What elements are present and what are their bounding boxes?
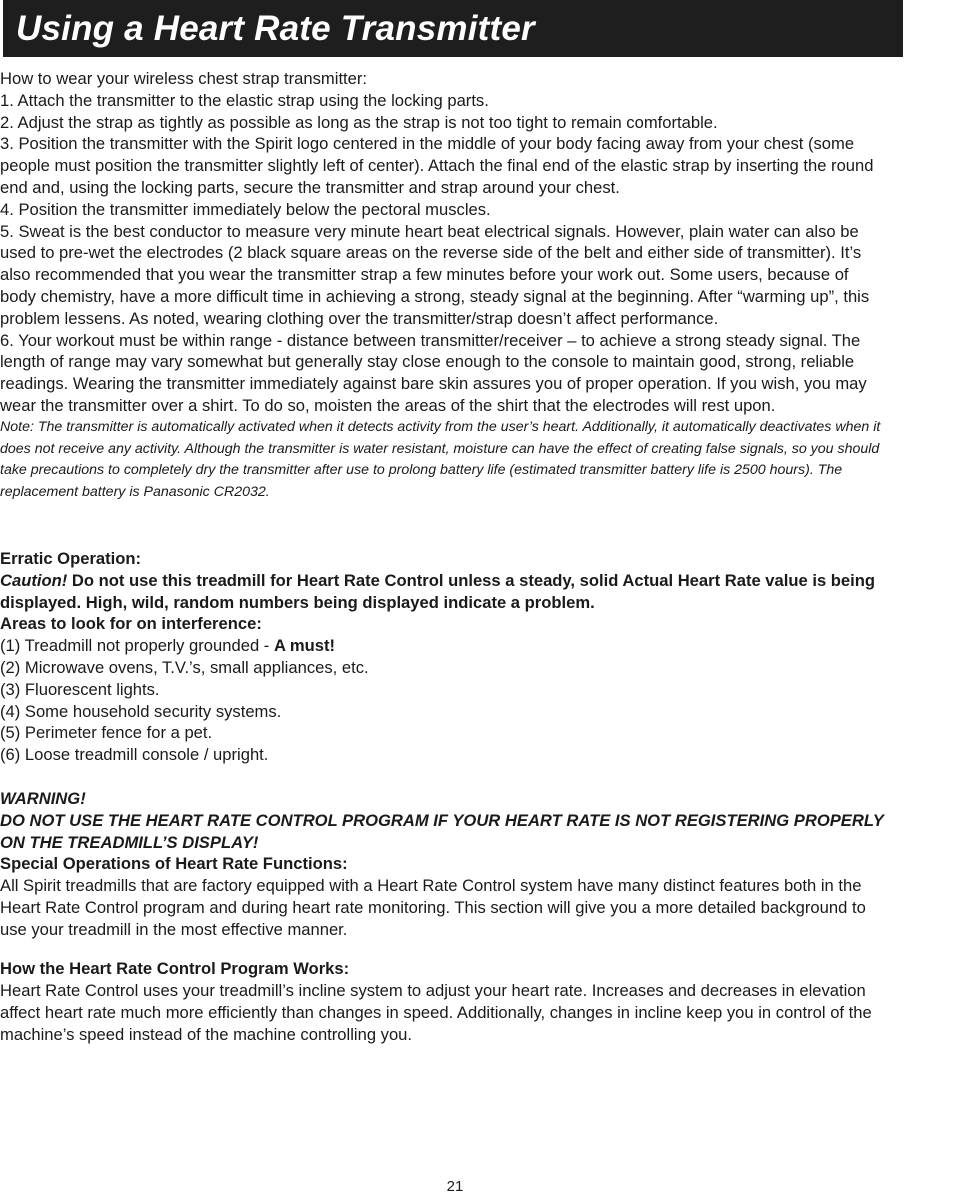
interference-item-3: (3) Fluorescent lights. xyxy=(0,679,160,699)
interference-item-1-text: (1) Treadmill not properly grounded - xyxy=(0,636,274,656)
interference-item-5: (5) Perimeter fence for a pet. xyxy=(0,723,213,743)
spacer xyxy=(0,766,885,788)
warning-text: DO NOT USE THE HEART RATE CONTROL PROGRAM IF YOUR HEART RATE IS NOT REGISTERING PROPERLY ON THE TREADMILL’S DISPLAY! xyxy=(0,810,884,852)
step-2: 2. Adjust the strap as tightly as possible as long as the strap is not too tight to remain comfortable. xyxy=(0,112,718,132)
caution-paragraph xyxy=(0,570,885,614)
caution-label: Caution! xyxy=(0,570,68,590)
special-text: All Spirit treadmills that are factory equipped with a Heart Rate Control system have many distinct features both in the Heart Rate Control program and during heart rate monitoring. This section will give you a more detailed background to use your treadmill in the most effective manner. xyxy=(0,876,866,939)
step-5: 5. Sweat is the best conductor to measure very minute heart beat electrical signals. However, plain water can also be used to pre-wet the electrodes (2 black square areas on the reverse side of the belt and either side of transmitter). It’s also recommended that you wear the transmitter strap a few minutes before your work out. Some users, because of body chemistry, have a more difficult time in achieving a strong, steady signal at the beginning. After “warming up”, this problem lessens. As noted, wearing clothing over the transmitter/strap doesn’t affect performance. xyxy=(0,221,870,328)
interference-item-1 xyxy=(0,635,885,657)
how-text: Heart Rate Control uses your treadmill’s incline system to adjust your heart rate. Increases and decreases in elevation affect heart rate much more efficiently than changes in speed. Additionally, changes in incline keep you in control of the machine’s speed instead of the machine controlling you. xyxy=(0,981,872,1044)
instructions-intro: How to wear your wireless chest strap transmitter: xyxy=(0,69,368,88)
erratic-heading: Erratic Operation: xyxy=(0,548,142,568)
caution-text: Do not use this treadmill for Heart Rate Control unless a steady, solid Actual Heart Rate value is being displayed. High, wild, random numbers being displayed indicate a problem. xyxy=(0,570,876,612)
title-bar xyxy=(3,0,903,57)
battery-note: Note: The transmitter is automatically activated when it detects activity from the user’s heart. Additionally, it automatically deactivates when it does not receive any activity. Although the transmitter is water resistant, moisture can have the effect of creating false signals, so you should take precautions to completely dry the transmitter after use to prolong battery life (estimated transmitter battery life is 2500 hours). The replacement battery is Panasonic CR2032. xyxy=(0,418,881,501)
step-6: 6. Your workout must be within range - distance between transmitter/receiver – to achieve a strong steady signal. The length of range may vary somewhat but generally stay close enough to the console to maintain good, strong, reliable readings. Wearing the transmitter immediately against bare skin assures you of proper operation. If you wish, you may wear the transmitter over a shirt. To do so, moisten the areas of the shirt that the electrodes will rest upon. xyxy=(0,330,867,415)
areas-heading: Areas to look for on interference: xyxy=(0,614,262,634)
warning-label: WARNING! xyxy=(0,788,86,808)
step-3: 3. Position the transmitter with the Spirit logo centered in the middle of your body facing away from your chest (some people must position the transmitter slightly left of center). Attach the final end of the elastic strap by inserting the round end and, using the locking parts, secure the transmitter and strap around your chest. xyxy=(0,134,874,197)
step-1: 1. Attach the transmitter to the elastic strap using the locking parts. xyxy=(0,90,489,110)
interference-item-4: (4) Some household security systems. xyxy=(0,701,282,721)
how-heading: How the Heart Rate Control Program Works: xyxy=(0,959,350,979)
page-title: Using a Heart Rate Transmitter xyxy=(16,9,535,48)
page-content xyxy=(0,68,885,1046)
spacer xyxy=(0,940,885,958)
spacer xyxy=(0,504,885,548)
interference-item-6: (6) Loose treadmill console / upright. xyxy=(0,745,269,765)
page-number: 21 xyxy=(446,1178,464,1195)
step-4: 4. Position the transmitter immediately below the pectoral muscles. xyxy=(0,199,491,219)
interference-item-1-emphasis: A must! xyxy=(273,636,336,656)
interference-item-2: (2) Microwave ovens, T.V.’s, small appliances, etc. xyxy=(0,657,369,677)
special-heading: Special Operations of Heart Rate Functions: xyxy=(0,854,348,874)
